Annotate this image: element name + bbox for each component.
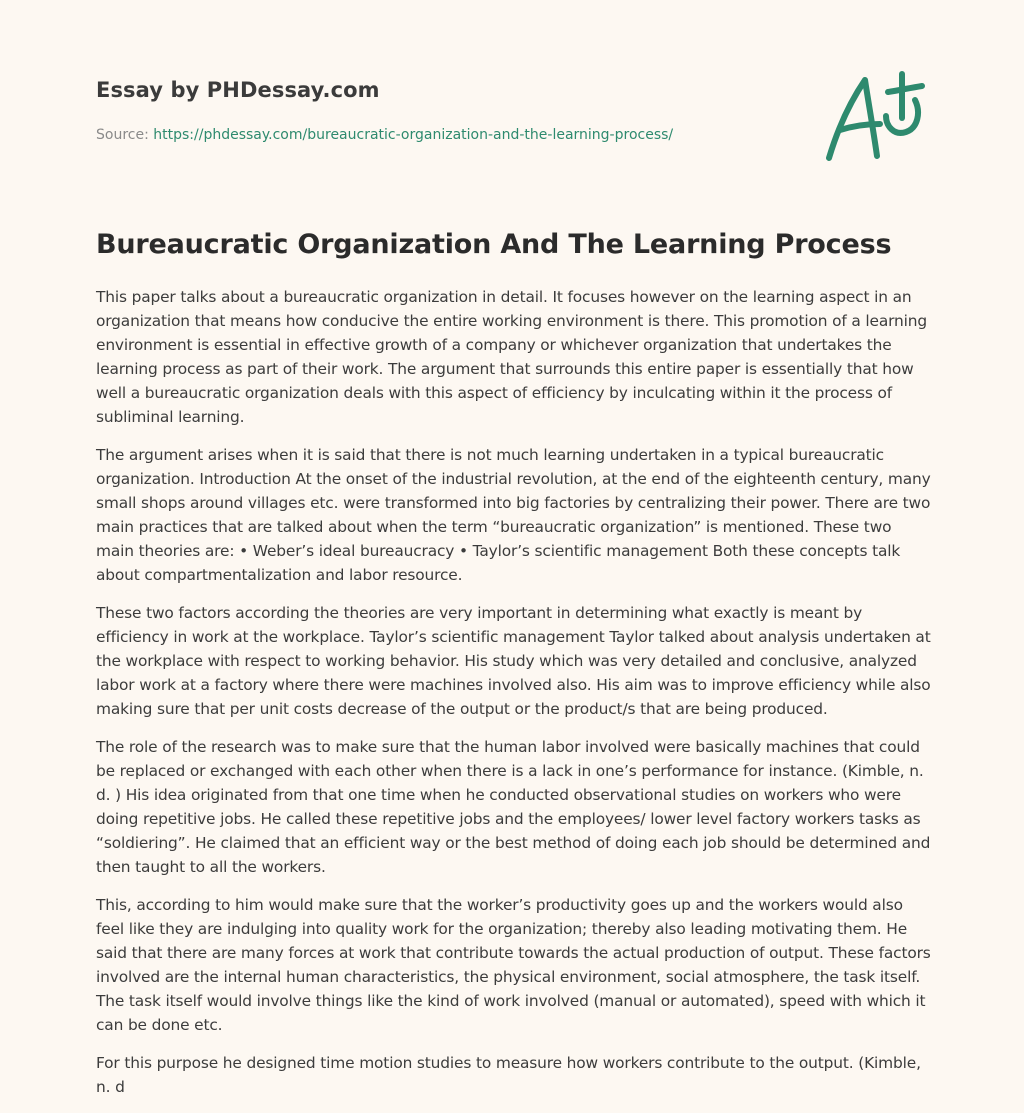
essay-paragraph: This paper talks about a bureaucratic organization in detail. It focuses however on the learning aspect in an organization that means how conducive the entire working environment is there. This promotion of a learning environment is essential in effective growth of a company or whichever organization that undertakes the learning process as part of their work. The argument that surrounds this entire paper is essentially that how well a bureaucratic organization deals with this aspect of efficiency by inculcating within it the process of subliminal learning. bbox=[96, 288, 927, 426]
essay-paragraph: The role of the research was to make sure that the human labor involved were basically machines that could be replaced or exchanged with each other when there is a lack in one’s performance for instance. (Kimble, n. d. ) His idea originated from that one time when he conducted observational studies on workers who were doing repetitive jobs. He called these repetitive jobs and the employees/ lower level factory workers tasks as “soldiering”. He claimed that an efficient way or the best method of doing each job should be determined and then taught to all the workers. bbox=[96, 738, 931, 876]
essay-paragraph: The argument arises when it is said that there is not much learning undertaken in a typical bureaucratic organization. Introduction At the onset of the industrial revolution, at the end of the eighteenth century, many small shops around villages etc. were transformed into big factories by centralizing their power. There are two main practices that are talked about when the term “bureaucratic organization” is mentioned. These two main theories are: • Weber’s ideal bureaucracy • Taylor’s scientific management Both these concepts talk about compartmentalization and labor resource. bbox=[96, 446, 931, 584]
essay-paragraph: This, according to him would make sure that the worker’s productivity goes up and the workers would also feel like they are indulging into quality work for the organization; thereby also leading motivating them. He said that there are many forces at work that contribute towards the actual production of output. These factors involved are the internal human characteristics, the physical environment, social atmosphere, the task itself. The task itself would involve things like the kind of work involved (manual or automated), speed with which it can be done etc. bbox=[96, 896, 931, 1034]
a-plus-icon bbox=[818, 66, 930, 166]
essay-paragraph: For this purpose he designed time motion studies to measure how workers contribute to the output. (Kimble, n. d bbox=[96, 1054, 921, 1096]
site-brand: Essay by PHDessay.com bbox=[96, 78, 380, 102]
essay-paragraph: These two factors according the theories are very important in determining what exactly is meant by efficiency in work at the workplace. Taylor’s scientific management Taylor talked about analysis undertaken at the workplace with respect to working behavior. His study which was very detailed and conclusive, analyzed labor work at a factory where there were machines involved also. His aim was to improve efficiency while also making sure that per unit costs decrease of the output or the product/s that are being produced. bbox=[96, 604, 931, 718]
source-line bbox=[96, 125, 796, 145]
source-link[interactable]: https://phdessay.com/bureaucratic-organization-and-the-learning-process/ bbox=[153, 127, 674, 143]
essay-body bbox=[96, 285, 932, 1113]
page-header bbox=[96, 76, 796, 145]
letter-a-stroke bbox=[829, 80, 877, 158]
essay-title: Bureaucratic Organization And The Learning Process bbox=[96, 229, 892, 260]
source-label: Source: bbox=[96, 127, 149, 143]
